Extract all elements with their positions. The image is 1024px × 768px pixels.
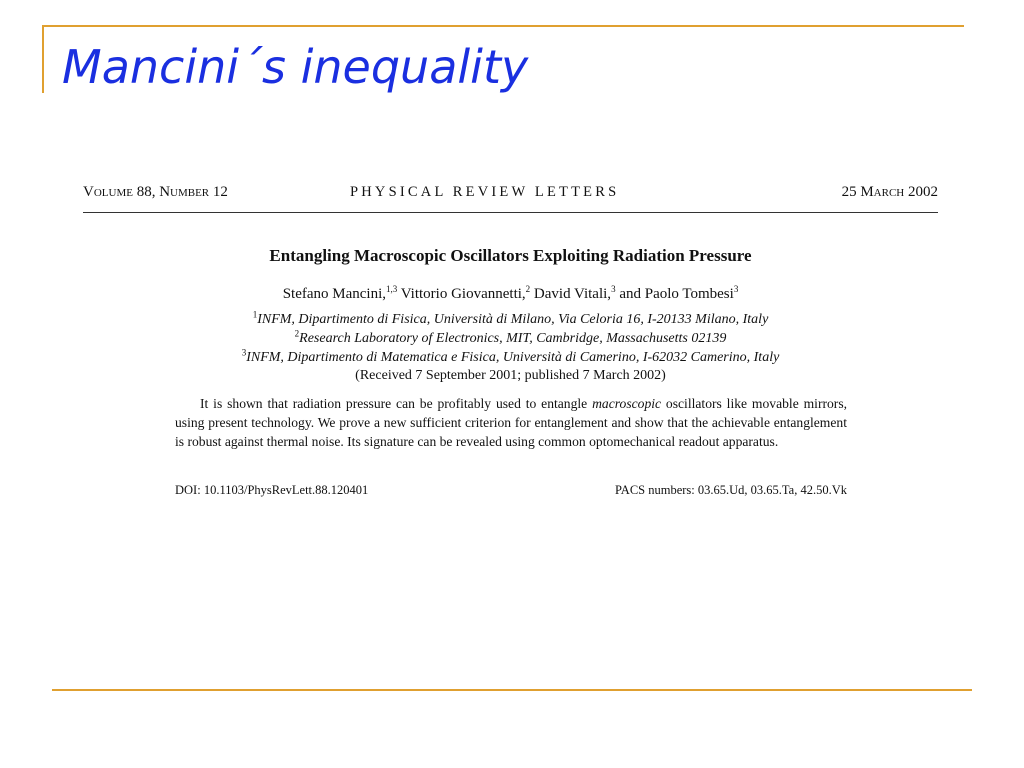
author-sup: 2 bbox=[525, 284, 531, 294]
affiliation-text: INFM, Dipartimento di Fisica, Università di Milano, Via Celoria 16, I-20133 Milano, Italy bbox=[257, 312, 769, 327]
slide-title: Mancini´s inequality bbox=[62, 40, 529, 94]
author-sup: 3 bbox=[733, 284, 739, 294]
abstract bbox=[175, 394, 847, 451]
author-sup: 1,3 bbox=[386, 284, 398, 294]
affiliation-text: INFM, Dipartimento di Matematica e Fisica, Università di Camerino, I-62032 Camerino, Italy bbox=[246, 350, 780, 365]
abstract-emphasis: macroscopic bbox=[592, 396, 662, 411]
paper-title: Entangling Macroscopic Oscillators Exploiting Radiation Pressure bbox=[269, 246, 752, 265]
top-accent-rule bbox=[42, 25, 964, 27]
author-name: Stefano Mancini, bbox=[282, 286, 386, 302]
affiliation-sup: 1 bbox=[252, 309, 258, 320]
left-accent-rule bbox=[42, 25, 44, 93]
doi: DOI: 10.1103/PhysRevLett.88.120401 bbox=[175, 483, 369, 497]
bottom-accent-rule bbox=[52, 689, 972, 691]
author-sup: 3 bbox=[611, 284, 616, 294]
affiliation-sup: 2 bbox=[294, 328, 300, 339]
paper-excerpt bbox=[83, 182, 938, 497]
pacs-numbers: PACS numbers: 03.65.Ud, 03.65.Ta, 42.50.Vk bbox=[614, 483, 847, 497]
journal-name: PHYSICAL REVIEW LETTERS bbox=[350, 184, 620, 200]
received-date: (Received 7 September 2001; published 7 March 2002) bbox=[355, 368, 666, 383]
affiliation-2 bbox=[83, 328, 938, 347]
abstract-part-1: It is shown that radiation pressure can be profitably used to entangle bbox=[200, 396, 593, 411]
journal-date: 25 March 2002 bbox=[841, 184, 938, 200]
journal-header bbox=[83, 182, 938, 206]
affiliation-3 bbox=[83, 347, 938, 366]
author-name: Vittorio Giovannetti, bbox=[400, 286, 526, 302]
abstract-part-2: oscillators like movable mirrors, using present technology. We prove a new sufficient criterion for entanglement and show that the achievable entanglement is robust against thermal noise. Its signature can be revealed using common optomechanical readout apparatus. bbox=[175, 396, 848, 449]
journal-volume: Volume 88, Number 12 bbox=[83, 184, 228, 200]
affiliation-1 bbox=[83, 309, 938, 328]
author-list bbox=[83, 286, 938, 303]
affiliation-sup: 3 bbox=[241, 347, 247, 358]
author-name: and Paolo Tombesi bbox=[619, 286, 734, 302]
author-name: David Vitali, bbox=[533, 286, 612, 302]
affiliation-text: Research Laboratory of Electronics, MIT, Cambridge, Massachusetts 02139 bbox=[299, 331, 727, 346]
header-divider bbox=[83, 212, 938, 213]
